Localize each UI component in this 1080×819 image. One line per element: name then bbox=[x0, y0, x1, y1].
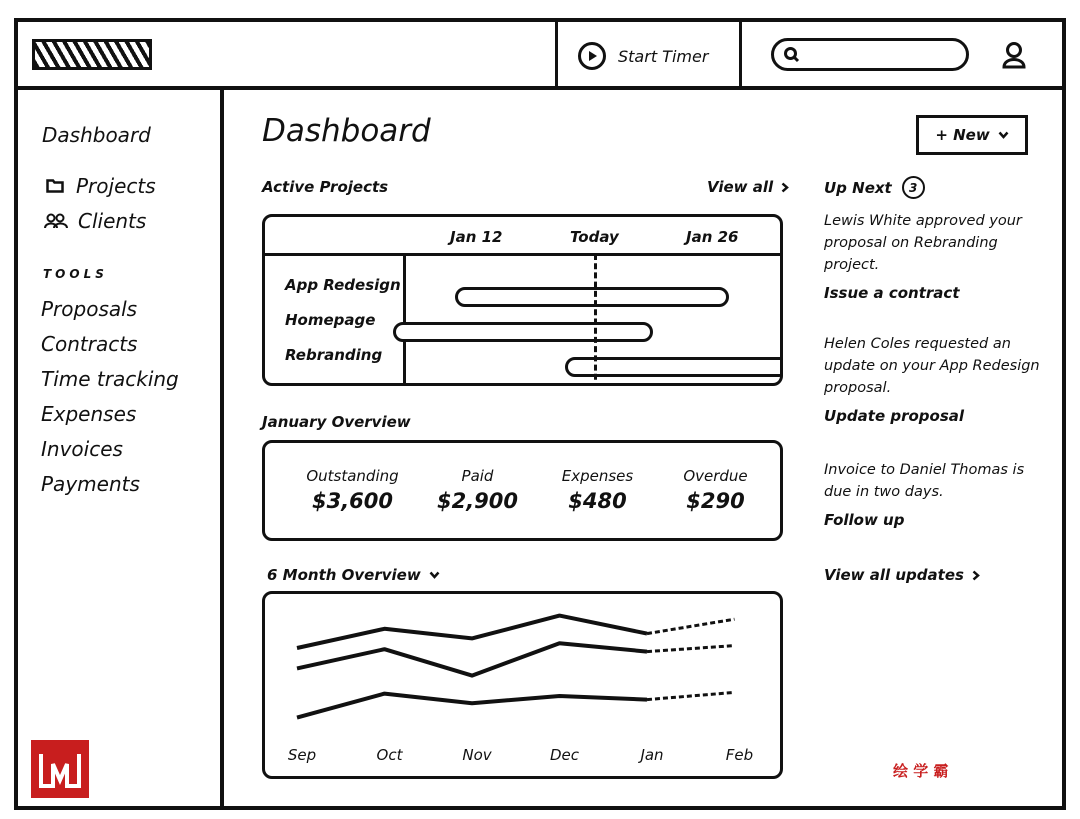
sidebar-item-label: Clients bbox=[78, 209, 147, 233]
sidebar-item-invoices[interactable]: Invoices bbox=[41, 437, 123, 461]
search-input[interactable] bbox=[771, 38, 969, 71]
chevron-down-icon bbox=[998, 131, 1009, 139]
watermark-logo bbox=[31, 740, 89, 798]
view-all-updates-label: View all updates bbox=[824, 566, 964, 584]
update-item bbox=[824, 333, 1049, 425]
timeline-bar[interactable] bbox=[393, 322, 653, 342]
six-month-chart bbox=[265, 594, 780, 776]
users-icon bbox=[44, 213, 68, 229]
series-line bbox=[297, 643, 647, 675]
x-tick-label: Sep bbox=[287, 746, 317, 764]
series-line bbox=[297, 616, 647, 648]
update-action-link[interactable]: Follow up bbox=[824, 511, 905, 529]
new-button[interactable] bbox=[916, 115, 1028, 155]
play-icon bbox=[578, 42, 606, 70]
update-item bbox=[824, 459, 1049, 529]
update-text: Invoice to Daniel Thomas is due in two days. bbox=[824, 462, 1025, 500]
sidebar-item-contracts[interactable]: Contracts bbox=[41, 332, 138, 356]
sidebar-item-clients[interactable] bbox=[44, 209, 146, 233]
timeline-column-jan12: Jan 12 bbox=[450, 228, 503, 246]
x-tick-label: Oct bbox=[376, 746, 403, 764]
header-bottom-border bbox=[14, 86, 1066, 90]
page-title: Dashboard bbox=[262, 113, 431, 149]
update-action-link[interactable]: Issue a contract bbox=[824, 284, 960, 302]
start-timer-label: Start Timer bbox=[618, 46, 709, 66]
today-marker bbox=[594, 254, 597, 386]
six-month-heading: 6 Month Overview bbox=[267, 566, 421, 584]
january-overview-card bbox=[262, 440, 783, 541]
sidebar-item-proposals[interactable]: Proposals bbox=[41, 297, 138, 321]
x-tick-label: Nov bbox=[462, 746, 492, 764]
update-item bbox=[824, 210, 1049, 302]
series-projection-line bbox=[647, 692, 735, 699]
timeline-project-name[interactable]: Rebranding bbox=[285, 346, 383, 364]
x-tick-label: Feb bbox=[725, 746, 754, 764]
active-projects-timeline bbox=[262, 214, 783, 386]
up-next-heading bbox=[824, 176, 925, 199]
timeline-bar[interactable] bbox=[455, 287, 729, 307]
timeline-column-today: Today bbox=[570, 228, 619, 246]
view-all-updates-link[interactable] bbox=[824, 566, 980, 584]
series-projection-line bbox=[647, 619, 735, 633]
timeline-project-name[interactable]: Homepage bbox=[285, 311, 376, 329]
six-month-chart-card bbox=[262, 591, 783, 779]
sidebar-item-expenses[interactable]: Expenses bbox=[41, 402, 137, 426]
chevron-right-icon bbox=[972, 570, 980, 581]
series-line bbox=[297, 694, 647, 718]
chevron-down-icon bbox=[429, 571, 440, 579]
tools-heading: TOOLS bbox=[43, 267, 108, 281]
view-all-projects-link[interactable] bbox=[707, 178, 789, 196]
x-tick-label: Dec bbox=[549, 746, 580, 764]
timeline-project-name[interactable]: App Redesign bbox=[285, 276, 401, 294]
series-projection-line bbox=[647, 646, 735, 652]
start-timer-button[interactable] bbox=[578, 40, 708, 72]
stat-label: Paid bbox=[461, 467, 494, 485]
stat-value: $3,600 bbox=[311, 489, 394, 513]
timeline-bar[interactable] bbox=[565, 357, 783, 377]
sidebar-item-time-tracking[interactable]: Time tracking bbox=[41, 367, 179, 391]
chevron-right-icon bbox=[781, 182, 789, 193]
sidebar-item-label: Projects bbox=[76, 174, 156, 198]
header-divider-left bbox=[555, 20, 558, 88]
sidebar-divider bbox=[220, 88, 224, 810]
new-button-label: + New bbox=[935, 126, 990, 144]
update-text: Helen Coles requested an update on your App Redesign proposal. bbox=[824, 336, 1040, 396]
x-tick-label: Jan bbox=[640, 746, 664, 764]
user-icon[interactable] bbox=[1001, 41, 1027, 69]
stat-paid[interactable] bbox=[430, 467, 525, 513]
january-overview-heading: January Overview bbox=[262, 413, 411, 431]
up-next-label: Up Next bbox=[824, 178, 892, 197]
stat-value: $290 bbox=[686, 489, 745, 513]
tools-list bbox=[41, 297, 179, 507]
view-all-label: View all bbox=[707, 178, 774, 196]
stat-outstanding[interactable] bbox=[295, 467, 410, 513]
header-divider-right bbox=[739, 20, 742, 88]
sidebar-item-dashboard[interactable]: Dashboard bbox=[42, 123, 151, 147]
timeline-column-jan26: Jan 26 bbox=[686, 228, 739, 246]
watermark-text: 绘 学 霸 bbox=[893, 762, 949, 780]
update-text: Lewis White approved your proposal on Rebranding project. bbox=[824, 213, 1022, 273]
active-projects-heading: Active Projects bbox=[262, 178, 389, 196]
sidebar-item-payments[interactable]: Payments bbox=[41, 472, 140, 496]
six-month-dropdown[interactable] bbox=[267, 566, 440, 584]
stat-label: Expenses bbox=[561, 467, 634, 485]
logo[interactable] bbox=[32, 39, 152, 70]
stat-expenses[interactable] bbox=[550, 467, 645, 513]
stat-overdue[interactable] bbox=[668, 467, 763, 513]
stat-value: $2,900 bbox=[436, 489, 519, 513]
folder-icon bbox=[46, 179, 64, 193]
stat-value: $480 bbox=[568, 489, 627, 513]
stat-label: Outstanding bbox=[306, 467, 399, 485]
up-next-count-badge: 3 bbox=[902, 176, 925, 199]
search-icon bbox=[783, 46, 801, 64]
update-action-link[interactable]: Update proposal bbox=[824, 407, 965, 425]
stat-label: Overdue bbox=[683, 467, 748, 485]
sidebar-item-projects[interactable] bbox=[46, 174, 156, 198]
